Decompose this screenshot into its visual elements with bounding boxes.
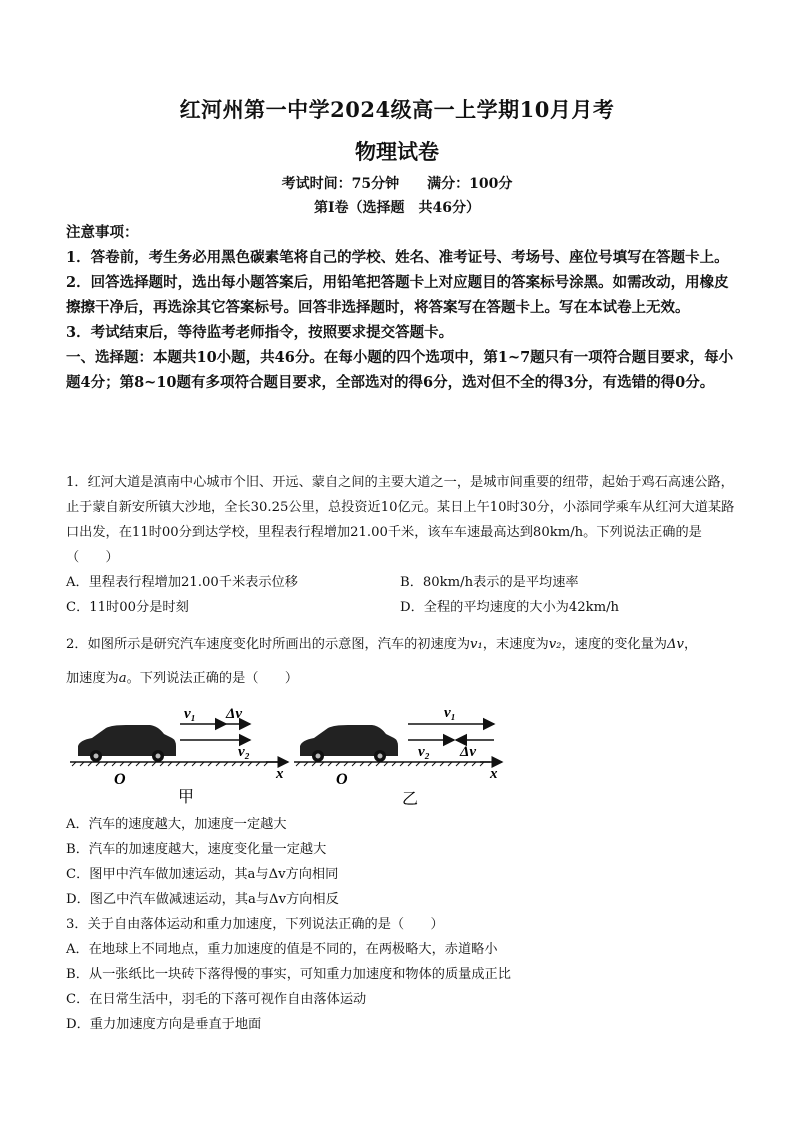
- question-1-stem: 1．红河大道是滇南中心城市个旧、开远、蒙自之间的主要大道之一，是城市间重要的纽带，起始于鸡石高速公路，止于蒙自新安所镇大沙地，全长30.25公里，总投资近10亿元。某日上午10时30分，小添同学乘车从红河大道某路口出发，在11时00分到达学校，里程表行程增加21.00千米，该车车速最高达到80km/h。下列说法正确的是（ ）: [66, 475, 735, 565]
- q1-option-b: B．80km/h表示的是平均速率: [400, 575, 579, 590]
- q1-option-d: D．全程的平均速度的大小为42km/h: [400, 600, 620, 615]
- q2-stem-part: 。下列说法正确的是（ ）: [126, 671, 299, 686]
- exam-meta: [0, 173, 794, 193]
- q3-option-a: A．在地球上不同地点，重力加速度的值是不同的，在两极略大，赤道略小: [66, 942, 498, 957]
- question-1-options-row1: [66, 570, 736, 595]
- question-2-options: [66, 812, 736, 912]
- q2-stem-part: ，末速度为: [482, 637, 549, 652]
- subject-title: 物理试卷: [355, 139, 439, 164]
- q2-v1: v₁: [470, 637, 483, 652]
- q2-a: a: [118, 671, 127, 686]
- q3-option-d: D．重力加速度方向是垂直于地面: [66, 1017, 262, 1032]
- section-heading: 第Ⅰ卷（选择题 共46分）: [313, 200, 481, 216]
- q2-stem-part: ，速度的变化量为: [561, 637, 667, 652]
- fig-right-caption: 乙: [402, 789, 419, 808]
- car-velocity-figure: [66, 690, 516, 810]
- fig-right-axis: x: [490, 766, 498, 782]
- q1-option-c: C．11时00分是时刻: [66, 600, 189, 615]
- figure-right: [294, 705, 502, 808]
- figure-left: [70, 706, 288, 806]
- q2-option-b: B．汽车的加速度越大，速度变化量一定越大: [66, 842, 327, 857]
- q2-dv: Δv: [666, 637, 684, 652]
- fig-left-axis: x: [276, 766, 284, 782]
- question-2-stem: [66, 628, 736, 696]
- exam-time: 考试时间：75分钟: [281, 176, 400, 192]
- notice-item-3: 3．考试结束后，等待监考老师指令，按照要求提交答题卡。: [66, 324, 454, 341]
- fig-right-origin: O: [336, 771, 348, 788]
- car-icon: [78, 725, 176, 762]
- notice-block: [66, 220, 736, 395]
- q1-option-a: A．里程表行程增加21.00千米表示位移: [66, 575, 298, 590]
- notice-heading: 注意事项：: [66, 224, 139, 241]
- q2-stem-part: 加速度为: [66, 671, 119, 686]
- fig-left-dv-label: Δv: [226, 706, 243, 722]
- exam-title: 红河州第一中学2024级高一上学期10月月考: [179, 97, 615, 122]
- question-3: [66, 912, 736, 1037]
- q2-stem-part: 2．如图所示是研究汽车速度变化时所画出的示意图，汽车的初速度为: [66, 637, 471, 652]
- part1-instruction: 一、选择题：本题共10小题，共46分。在每小题的四个选项中，第1~7题只有一项符合题目要求，每小题4分；第8~10题有多项符合题目要求，全部选对的得6分，选对但不全的得3分，有选错的得0分。: [66, 349, 734, 391]
- fig-right-v1-label: v₁: [444, 705, 456, 721]
- q3-option-c: C．在日常生活中，羽毛的下落可视作自由落体运动: [66, 992, 367, 1007]
- fig-right-v2-label: v₂: [418, 744, 430, 760]
- fig-right-dv-label: Δv: [460, 744, 477, 760]
- q2-option-c: C．图甲中汽车做加速运动，其a与Δv方向相同: [66, 867, 339, 882]
- q2-stem-part: ，: [683, 637, 698, 652]
- notice-item-2: 2．回答选择题时，选出每小题答案后，用铅笔把答题卡上对应题目的答案标号涂黑。如需改动，用橡皮擦擦干净后，再选涂其它答案标号。回答非选择题时，将答案写在答题卡上。写在本试卷上无效。: [66, 274, 729, 316]
- question-1-options-row2: [66, 595, 736, 620]
- fig-left-v2-label: v₂: [238, 744, 250, 760]
- q2-option-a: A．汽车的速度越大，加速度一定越大: [66, 817, 287, 832]
- question-3-stem: 3．关于自由落体运动和重力加速度，下列说法正确的是（ ）: [66, 917, 444, 932]
- exam-score: 满分：100分: [427, 176, 513, 192]
- notice-item-1: 1．答卷前，考生务必用黑色碳素笔将自己的学校、姓名、准考证号、考场号、座位号填写在答题卡上。: [66, 249, 729, 266]
- fig-left-v1-label: v₁: [184, 706, 196, 722]
- q3-option-b: B．从一张纸比一块砖下落得慢的事实，可知重力加速度和物体的质量成正比: [66, 967, 511, 982]
- q2-v2: v₂: [548, 637, 562, 652]
- q2-option-d: D．图乙中汽车做减速运动，其a与Δv方向相反: [66, 892, 339, 907]
- fig-left-origin: O: [114, 771, 126, 788]
- fig-left-caption: 甲: [178, 787, 195, 806]
- car-icon: [300, 725, 398, 762]
